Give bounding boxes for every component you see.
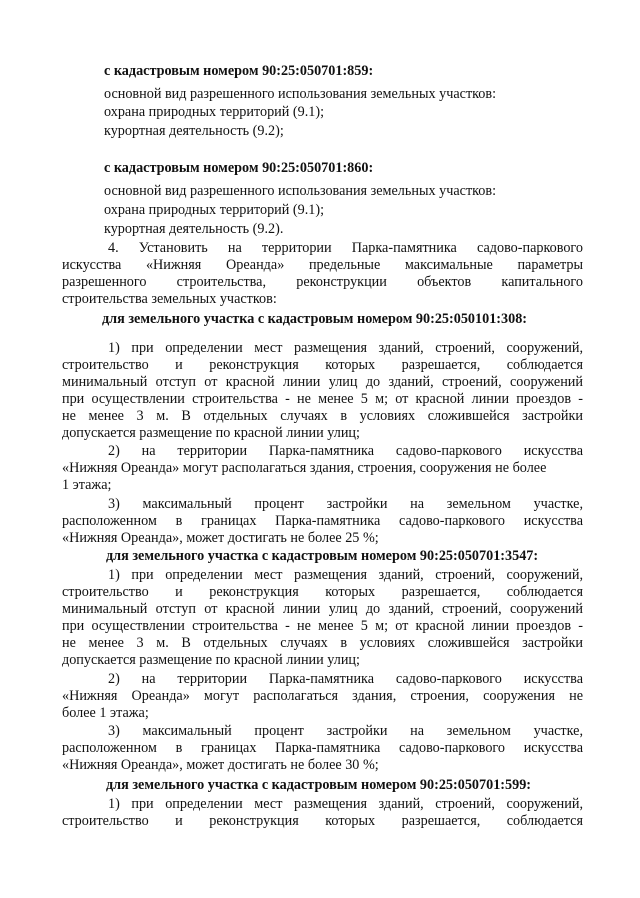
text-line: «Нижняя Ореанда» могут располагаться здания, строения, сооружения не более: [62, 460, 547, 476]
text-line: искусства «Нижняя Ореанда» предельные максимальные параметры: [62, 257, 583, 273]
text-line: 2) на территории Парка-памятника садово-паркового искусства: [108, 443, 583, 459]
text-line: «Нижняя Ореанда», может достигать не более 25 %;: [62, 530, 379, 546]
text-line: расположенном в границах Парка-памятника садово-паркового искусства: [62, 740, 583, 756]
text-line: строительство и реконструкция которых разрешается, соблюдается: [62, 584, 583, 600]
section-heading: для земельного участка с кадастровым номером 90:25:050101:308:: [102, 311, 528, 327]
text-line: 1 этажа;: [62, 477, 112, 493]
text-line: «Нижняя Ореанда», может достигать не более 30 %;: [62, 757, 379, 773]
text-line: 3) максимальный процент застройки на земельном участке,: [108, 723, 583, 739]
text-line: строительство и реконструкция которых разрешается, соблюдается: [62, 357, 583, 373]
text-line: 3) максимальный процент застройки на земельном участке,: [108, 496, 583, 512]
text-line: расположенном в границах Парка-памятника садово-паркового искусства: [62, 513, 583, 529]
section-heading: для земельного участка с кадастровым номером 90:25:050701:599:: [106, 777, 532, 793]
text-line: основной вид разрешенного использования земельных участков:: [104, 86, 497, 102]
section-heading: с кадастровым номером 90:25:050701:859:: [104, 63, 374, 79]
text-line: не менее 3 м. В отдельных случаях в условиях сложившейся застройки: [62, 635, 583, 651]
text-line: охрана природных территорий (9.1);: [104, 104, 325, 120]
text-line: строительства земельных участков:: [62, 291, 277, 307]
section-heading: для земельного участка с кадастровым номером 90:25:050701:3547:: [106, 548, 539, 564]
text-line: не менее 3 м. В отдельных случаях в условиях сложившейся застройки: [62, 408, 583, 424]
text-line: при осуществлении строительства - не менее 5 м; от красной линии проездов -: [62, 618, 583, 634]
text-line: при осуществлении строительства - не менее 5 м; от красной линии проездов -: [62, 391, 583, 407]
text-line: охрана природных территорий (9.1);: [104, 202, 325, 218]
text-line: разрешенного строительства, реконструкции объектов капитального: [62, 274, 583, 290]
text-line: 1) при определении мест размещения зданий, строений, сооружений,: [108, 796, 583, 812]
text-line: 4. Установить на территории Парка-памятника садово-паркового: [108, 240, 583, 256]
text-line: курортная деятельность (9.2).: [104, 221, 284, 237]
text-line: строительство и реконструкция которых разрешается, соблюдается: [62, 813, 583, 829]
text-line: 1) при определении мест размещения зданий, строений, сооружений,: [108, 340, 583, 356]
text-line: более 1 этажа;: [62, 705, 149, 721]
text-line: минимальный отступ от красной линии улиц до зданий, строений, сооружений: [62, 374, 583, 390]
text-line: допускается размещение по красной линии улиц;: [62, 425, 360, 441]
text-line: 2) на территории Парка-памятника садово-паркового искусства: [108, 671, 583, 687]
section-heading: с кадастровым номером 90:25:050701:860:: [104, 160, 374, 176]
text-line: курортная деятельность (9.2);: [104, 123, 284, 139]
text-line: «Нижняя Ореанда» могут располагаться здания, строения, сооружения не: [62, 688, 583, 704]
text-line: 1) при определении мест размещения зданий, строений, сооружений,: [108, 567, 583, 583]
text-line: основной вид разрешенного использования земельных участков:: [104, 183, 497, 199]
text-line: допускается размещение по красной линии улиц;: [62, 652, 360, 668]
text-line: минимальный отступ от красной линии улиц до зданий, строений, сооружений: [62, 601, 583, 617]
